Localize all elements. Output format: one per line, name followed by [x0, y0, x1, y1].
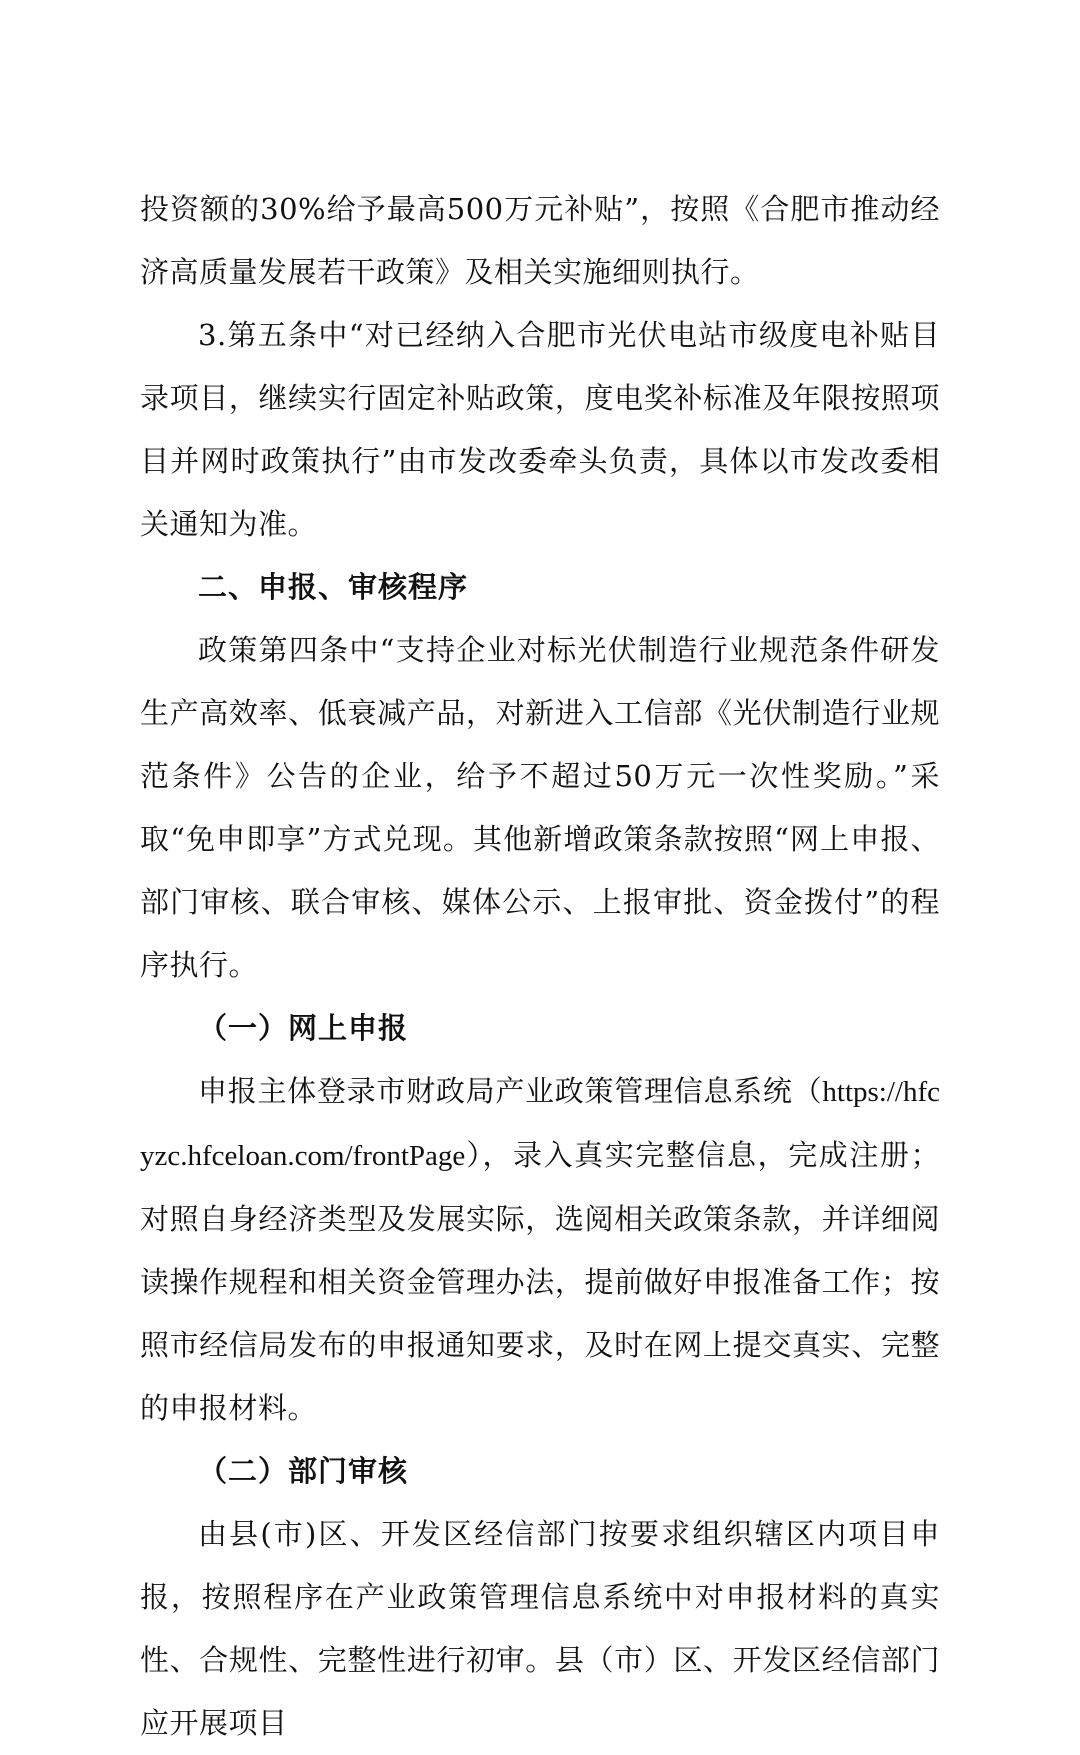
system-url-link[interactable]: https://hfcyzc.hfceloan.com/frontPage — [140, 1076, 940, 1172]
paragraph-procedure-intro: 政策第四条中“支持企业对标光伏制造行业规范条件研发生产高效率、低衰减产品，对新进入工信部《光伏制造行业规范条件》公告的企业，给予不超过50万元一次性奖励。”采取“免申即享”方式兑现。其他新增政策条款按照“网上申报、部门审核、联合审核、媒体公示、上报审批、资金拨付”的程序执行。 — [140, 633, 940, 982]
paragraph-continuation: 投资额的30%给予最高500万元补贴”，按照《合肥市推动经济高质量发展若干政策》及相关实施细则执行。 — [140, 192, 940, 289]
subheading-online-application: （一）网上申报 — [198, 1011, 409, 1045]
paragraph-online-application — [140, 1060, 940, 1440]
online-application-text-a: 申报主体登录市财政局产业政策管理信息系统（ — [198, 1074, 823, 1108]
online-application-text-b: ），录入真实完整信息，完成注册；对照自身经济类型及发展实际，选阅相关政策条款，并详细阅读操作规程和相关资金管理办法，提前做好申报准备工作；按照市经信局发布的申报通知要求，及时在网上提交真实、完整的申报材料。 — [140, 1138, 940, 1425]
paragraph-department-review: 由县(市)区、开发区经信部门按要求组织辖区内项目申报，按照程序在产业政策管理信息系统中对申报材料的真实性、合规性、完整性进行初审。县（市）区、开发区经信部门应开展项目 — [140, 1517, 940, 1740]
section-heading-application-procedure: 二、申报、审核程序 — [198, 570, 469, 604]
document-page — [140, 178, 940, 1755]
subheading-department-review: （二）部门审核 — [198, 1454, 409, 1488]
paragraph-article-five: 3.第五条中“对已经纳入合肥市光伏电站市级度电补贴目录项目，继续实行固定补贴政策，度电奖补标准及年限按照项目并网时政策执行”由市发改委牵头负责，具体以市发改委相关通知为准。 — [140, 318, 940, 541]
